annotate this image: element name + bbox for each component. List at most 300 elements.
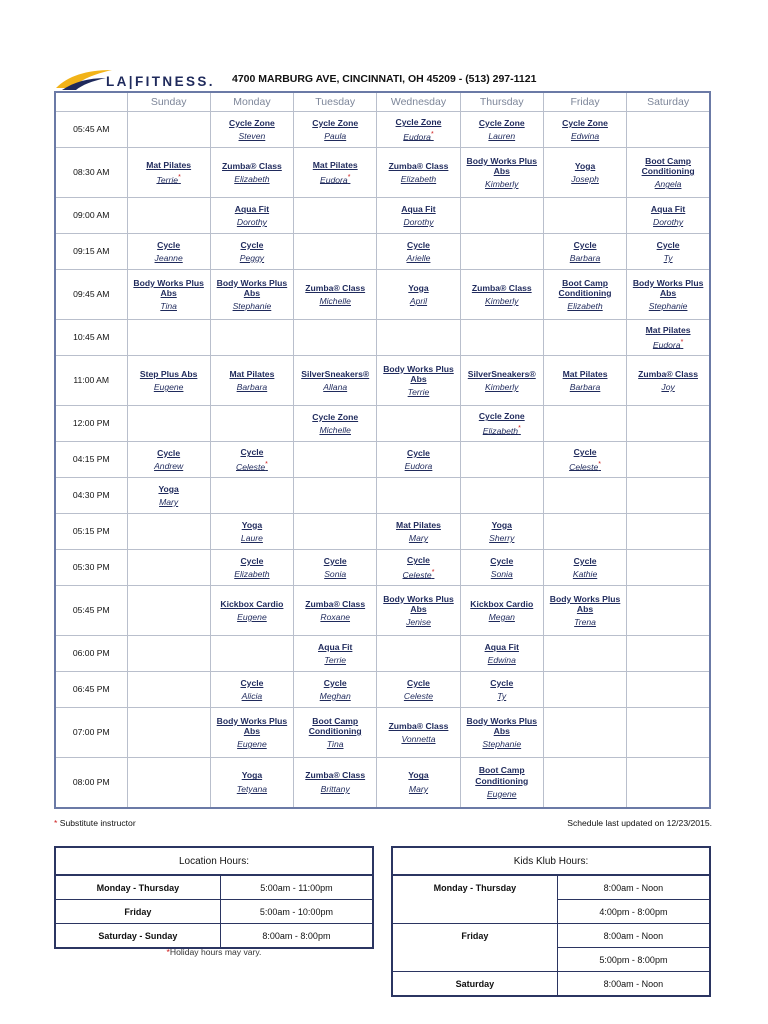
instructor-name[interactable]	[378, 734, 458, 744]
class-name[interactable]: Zumba® Class	[305, 770, 366, 781]
location-hours-row	[55, 924, 373, 949]
class-name[interactable]: Cycle	[407, 677, 430, 688]
kids-hours-times: 8:00am - Noon	[557, 924, 710, 948]
class-name[interactable]: Cycle	[323, 677, 347, 688]
class-name[interactable]: Boot Camp Conditioning	[641, 155, 695, 176]
instructor-name[interactable]	[462, 179, 542, 189]
schedule-row	[55, 672, 710, 708]
schedule-cell	[294, 148, 377, 198]
class-name[interactable]: Yoga	[241, 519, 263, 530]
instructor-name[interactable]	[129, 497, 209, 507]
time-slot: 08:00 PM	[55, 758, 127, 808]
class-name[interactable]: Aqua Fit	[234, 203, 270, 214]
instructor-label: Dorothy	[403, 217, 434, 227]
instructor-name[interactable]	[462, 691, 542, 701]
class-name[interactable]: Zumba® Class	[305, 598, 366, 609]
time-slot: 04:30 PM	[55, 478, 127, 514]
instructor-label: Brittany	[320, 783, 350, 794]
time-slot: 08:30 AM	[55, 148, 127, 198]
kids-hours-row	[392, 948, 710, 972]
schedule-cell	[627, 270, 710, 320]
instructor-name[interactable]	[378, 533, 458, 543]
schedule-cell	[460, 320, 543, 356]
schedule-cell	[543, 198, 626, 234]
instructor-name[interactable]	[295, 691, 375, 701]
class-name[interactable]: Kickbox Cardio	[470, 598, 534, 609]
time-slot: 04:15 PM	[55, 442, 127, 478]
instructor-name[interactable]	[545, 131, 625, 141]
class-name[interactable]: Cycle	[407, 447, 430, 458]
schedule-row	[55, 320, 710, 356]
instructor-name[interactable]	[628, 179, 708, 189]
instructor-label: Terrie	[324, 655, 347, 665]
schedule-cell	[294, 708, 377, 758]
schedule-cell	[627, 758, 710, 808]
class-name[interactable]: Zumba® Class	[388, 720, 449, 731]
schedule-cell	[127, 234, 210, 270]
schedule-cell	[210, 234, 293, 270]
class-name[interactable]: Yoga	[408, 282, 429, 293]
class-name[interactable]: Cycle	[490, 677, 514, 688]
instructor-label: Angela	[654, 179, 682, 190]
time-slot: 11:00 AM	[55, 356, 127, 406]
class-name[interactable]: Body Works Plus Abs	[632, 277, 704, 298]
class-name[interactable]: Cycle	[407, 555, 430, 566]
instructor-name[interactable]	[378, 131, 458, 142]
class-name[interactable]: Cycle Zone	[562, 117, 608, 128]
schedule-cell	[210, 112, 293, 148]
instructor-name[interactable]	[545, 301, 625, 311]
time-slot: 06:00 PM	[55, 636, 127, 672]
schedule-cell	[543, 636, 626, 672]
location-hours-days: Saturday - Sunday	[55, 924, 220, 949]
instructor-name[interactable]	[129, 461, 209, 471]
instructor-name[interactable]	[545, 382, 625, 392]
instructor-name[interactable]	[628, 253, 708, 263]
instructor-label: Megan	[488, 612, 515, 622]
class-name[interactable]: Aqua Fit	[401, 203, 436, 214]
instructor-label: Edwina	[487, 655, 516, 665]
schedule-cell	[210, 672, 293, 708]
time-slot: 05:45 AM	[55, 112, 127, 148]
instructor-label: Elizabeth	[400, 174, 437, 184]
schedule-cell	[460, 586, 543, 636]
class-name[interactable]: SilverSneakers®	[467, 368, 536, 379]
substitute-marker: *	[430, 130, 434, 138]
schedule-cell	[127, 198, 210, 234]
time-slot: 12:00 PM	[55, 406, 127, 442]
instructor-label: Barbara	[569, 382, 601, 392]
class-name[interactable]: Mat Pilates	[562, 368, 608, 379]
instructor-label: Celeste	[402, 569, 432, 580]
schedule-cell	[127, 636, 210, 672]
kids-hours-row	[392, 924, 710, 948]
instructor-name[interactable]	[462, 569, 542, 579]
substitute-marker: *	[598, 460, 601, 468]
location-hours-times: 8:00am - 8:00pm	[220, 924, 373, 949]
schedule-cell	[294, 356, 377, 406]
schedule-cell	[127, 672, 210, 708]
instructor-name[interactable]	[545, 617, 625, 627]
schedule-cell	[127, 112, 210, 148]
time-slot: 05:30 PM	[55, 550, 127, 586]
class-name[interactable]: Body Works Plus Abs	[383, 593, 454, 614]
schedule-cell	[210, 442, 293, 478]
instructor-name[interactable]	[378, 174, 458, 184]
instructor-name[interactable]	[295, 739, 375, 749]
schedule-cell	[127, 356, 210, 406]
schedule-cell	[460, 672, 543, 708]
schedule-cell	[377, 356, 460, 406]
instructor-name[interactable]	[462, 789, 542, 799]
class-name[interactable]: Cycle	[157, 447, 181, 458]
substitute-marker: *	[518, 424, 521, 432]
class-name[interactable]: Cycle	[240, 239, 264, 250]
instructor-name[interactable]	[378, 784, 458, 794]
instructor-label: Stephanie	[482, 739, 522, 750]
instructor-label: Terrie	[156, 174, 179, 185]
instructor-name[interactable]	[462, 533, 542, 543]
schedule-cell	[210, 478, 293, 514]
class-name[interactable]: Mat Pilates	[229, 368, 275, 379]
instructor-name[interactable]	[545, 461, 625, 472]
instructor-label: Eugene	[486, 788, 517, 799]
substitute-marker: *	[347, 173, 351, 181]
schedule-cell	[294, 198, 377, 234]
schedule-cell	[460, 442, 543, 478]
schedule-cell	[627, 320, 710, 356]
location-hours-row	[55, 900, 373, 924]
schedule-cell	[543, 320, 626, 356]
class-name[interactable]: Aqua Fit	[650, 203, 686, 214]
schedule-cell	[377, 514, 460, 550]
schedule-cell	[210, 708, 293, 758]
instructor-label: Mary	[159, 497, 179, 507]
schedule-cell	[627, 356, 710, 406]
instructor-name[interactable]	[462, 131, 542, 141]
instructor-label: Sherry	[489, 533, 515, 543]
class-name[interactable]: Yoga	[241, 770, 263, 781]
class-name[interactable]: Mat Pilates	[146, 160, 192, 171]
class-name[interactable]: Zumba® Class	[305, 282, 366, 293]
schedule-cell	[543, 550, 626, 586]
instructor-name[interactable]	[462, 655, 542, 665]
class-name[interactable]: Zumba® Class	[471, 282, 532, 293]
class-name[interactable]: Zumba® Class	[388, 160, 449, 171]
schedule-cell	[627, 514, 710, 550]
schedule-cell	[377, 550, 460, 586]
schedule-cell	[127, 406, 210, 442]
class-name[interactable]: Step Plus Abs	[139, 368, 198, 379]
instructor-label: Terrie	[407, 387, 430, 398]
instructor-label: Edwina	[570, 131, 600, 141]
day-header-tuesday: Tuesday	[294, 92, 377, 112]
schedule-row	[55, 478, 710, 514]
class-name[interactable]: Yoga	[574, 160, 596, 171]
kids-hours-times: 8:00am - Noon	[557, 875, 710, 900]
instructor-name[interactable]	[212, 301, 292, 311]
schedule-row	[55, 148, 710, 198]
instructor-name[interactable]	[545, 174, 625, 184]
kids-hours-days	[392, 948, 557, 972]
instructor-name[interactable]	[462, 739, 542, 749]
instructor-name[interactable]	[462, 382, 542, 392]
class-name[interactable]: Cycle Zone	[395, 117, 442, 128]
instructor-name[interactable]	[212, 461, 292, 472]
schedule-row	[55, 708, 710, 758]
class-name[interactable]: Cycle	[573, 555, 597, 566]
class-name[interactable]: Boot Camp Conditioning	[308, 715, 362, 736]
schedule-cell	[210, 406, 293, 442]
kids-hours-days	[392, 900, 557, 924]
instructor-name[interactable]	[378, 569, 458, 580]
schedule-cell	[127, 586, 210, 636]
class-name[interactable]: Yoga	[491, 519, 512, 530]
instructor-name[interactable]	[545, 569, 625, 579]
instructor-label: Arielle	[406, 253, 431, 263]
schedule-cell	[210, 550, 293, 586]
instructor-name[interactable]	[212, 691, 292, 701]
schedule-cell	[377, 234, 460, 270]
schedule-cell	[543, 270, 626, 320]
schedule-cell	[127, 442, 210, 478]
class-name[interactable]: Cycle Zone	[312, 117, 359, 128]
class-name[interactable]: Body Works Plus Abs	[383, 363, 454, 384]
class-name[interactable]: Cycle	[240, 447, 264, 458]
class-name[interactable]: Aqua Fit	[318, 641, 353, 652]
instructor-name[interactable]	[212, 784, 292, 794]
instructor-name[interactable]	[212, 569, 292, 579]
class-name[interactable]: Cycle	[573, 447, 597, 458]
instructor-label: Kathie	[572, 569, 598, 579]
schedule-cell	[377, 636, 460, 672]
schedule-cell	[627, 198, 710, 234]
class-name[interactable]: Cycle Zone	[478, 117, 525, 128]
instructor-name[interactable]	[212, 533, 292, 543]
class-name[interactable]: Cycle	[407, 239, 430, 250]
instructor-name[interactable]	[129, 382, 209, 392]
schedule-cell	[627, 708, 710, 758]
class-name[interactable]: Cycle	[240, 677, 264, 688]
kids-hours-row	[392, 875, 710, 900]
schedule-cell	[627, 112, 710, 148]
schedule-cell	[460, 708, 543, 758]
schedule-cell	[294, 320, 377, 356]
instructor-label: Jeanne	[154, 253, 183, 263]
instructor-name[interactable]	[378, 691, 458, 701]
instructor-name[interactable]	[212, 174, 292, 184]
schedule-row	[55, 442, 710, 478]
instructor-label: Joy	[661, 382, 675, 392]
location-hours-days: Monday - Thursday	[55, 875, 220, 900]
instructor-name[interactable]	[295, 655, 375, 665]
instructor-name[interactable]	[462, 425, 542, 436]
schedule-cell	[294, 478, 377, 514]
location-hours-table	[54, 846, 374, 949]
instructor-name[interactable]	[129, 301, 209, 311]
kids-hours-times: 4:00pm - 8:00pm	[557, 900, 710, 924]
schedule-cell	[543, 478, 626, 514]
schedule-row	[55, 406, 710, 442]
schedule-cell	[460, 356, 543, 406]
schedule-cell	[377, 270, 460, 320]
kids-klub-title: Kids Klub Hours:	[392, 847, 710, 875]
instructor-label: Elizabeth	[567, 301, 603, 312]
class-name[interactable]: Cycle	[490, 555, 514, 566]
instructor-name[interactable]	[462, 296, 542, 306]
instructor-label: Steven	[238, 131, 266, 141]
instructor-name[interactable]	[295, 569, 375, 579]
schedule-cell	[627, 586, 710, 636]
schedule-cell	[377, 478, 460, 514]
la-fitness-logo	[54, 66, 224, 92]
instructor-name[interactable]	[295, 174, 375, 185]
instructor-name[interactable]	[545, 253, 625, 263]
instructor-name[interactable]	[129, 174, 209, 185]
instructor-name[interactable]	[378, 617, 458, 627]
instructor-name[interactable]	[295, 784, 375, 794]
schedule-cell	[294, 758, 377, 808]
schedule-cell	[210, 636, 293, 672]
instructor-name[interactable]	[212, 612, 292, 622]
instructor-name[interactable]	[295, 382, 375, 392]
class-name[interactable]: Yoga	[408, 770, 429, 781]
instructor-label: Eudora	[404, 461, 433, 471]
schedule-cell	[460, 112, 543, 148]
instructor-label: Allana	[323, 382, 348, 392]
instructor-label: Stephanie	[232, 301, 272, 312]
schedule-cell	[127, 270, 210, 320]
schedule-row	[55, 112, 710, 148]
schedule-cell	[377, 442, 460, 478]
class-schedule-table	[54, 91, 711, 809]
instructor-label: Kimberly	[485, 179, 519, 190]
instructor-label: Laure	[240, 533, 263, 543]
instructor-name[interactable]	[462, 612, 542, 622]
schedule-row	[55, 198, 710, 234]
instructor-label: Sonia	[490, 569, 513, 579]
instructor-name[interactable]	[212, 131, 292, 141]
class-name[interactable]: Mat Pilates	[645, 325, 691, 336]
class-name[interactable]: Boot Camp Conditioning	[558, 277, 612, 298]
schedule-cell	[460, 514, 543, 550]
instructor-name[interactable]	[628, 382, 708, 392]
instructor-name[interactable]	[129, 253, 209, 263]
class-name[interactable]: Cycle Zone	[478, 411, 525, 422]
class-name[interactable]: Cycle	[656, 239, 680, 250]
instructor-name[interactable]	[212, 217, 292, 227]
class-name[interactable]: Yoga	[158, 483, 179, 494]
class-name[interactable]: Body Works Plus Abs	[466, 715, 538, 736]
class-name[interactable]: Body Works Plus Abs	[549, 593, 621, 614]
class-name[interactable]: Cycle Zone	[312, 411, 359, 422]
instructor-name[interactable]	[295, 425, 375, 435]
schedule-cell	[210, 320, 293, 356]
class-name[interactable]: Zumba® Class	[638, 368, 698, 379]
instructor-name[interactable]	[378, 253, 458, 263]
corner-cell	[55, 92, 127, 112]
schedule-cell	[377, 406, 460, 442]
schedule-cell	[543, 708, 626, 758]
schedule-cell	[460, 636, 543, 672]
class-name[interactable]: Aqua Fit	[484, 641, 519, 652]
instructor-name[interactable]	[628, 217, 708, 227]
instructor-name[interactable]	[295, 131, 375, 141]
class-name[interactable]: Kickbox Cardio	[220, 598, 284, 609]
schedule-cell	[127, 550, 210, 586]
instructor-label: Meghan	[319, 691, 351, 701]
class-name[interactable]: Body Works Plus Abs	[133, 277, 204, 298]
instructor-name[interactable]	[378, 387, 458, 397]
instructor-name[interactable]	[212, 253, 292, 263]
class-name[interactable]: Body Works Plus Abs	[466, 155, 538, 176]
instructor-label: Eudora	[319, 174, 348, 185]
schedule-cell	[294, 672, 377, 708]
instructor-label: Sonia	[324, 569, 347, 579]
instructor-name[interactable]	[378, 461, 458, 471]
time-slot: 05:45 PM	[55, 586, 127, 636]
page-header	[54, 66, 714, 94]
schedule-cell	[210, 586, 293, 636]
class-name[interactable]: Cycle Zone	[228, 117, 275, 128]
schedule-cell	[210, 198, 293, 234]
schedule-cell	[294, 442, 377, 478]
schedule-row	[55, 356, 710, 406]
instructor-label: Elizabeth	[234, 174, 270, 184]
schedule-cell	[460, 198, 543, 234]
instructor-label: Eugene	[237, 739, 267, 750]
instructor-name[interactable]	[378, 296, 458, 306]
time-slot: 10:45 AM	[55, 320, 127, 356]
substitute-marker: *	[431, 568, 435, 576]
schedule-row	[55, 550, 710, 586]
instructor-name[interactable]	[295, 296, 375, 306]
class-name[interactable]: Cycle	[157, 239, 181, 250]
schedule-row	[55, 270, 710, 320]
schedule-row	[55, 514, 710, 550]
instructor-name[interactable]	[212, 739, 292, 749]
class-name[interactable]: Mat Pilates	[396, 519, 441, 530]
location-hours-title: Location Hours:	[55, 847, 373, 875]
class-name[interactable]: Cycle	[323, 555, 347, 566]
instructor-label: Peggy	[239, 253, 265, 263]
instructor-name[interactable]	[295, 612, 375, 622]
instructor-name[interactable]	[628, 339, 708, 350]
instructor-name[interactable]	[212, 382, 292, 392]
kids-klub-hours-table	[391, 846, 711, 997]
instructor-name[interactable]	[378, 217, 458, 227]
instructor-label: Trena	[574, 617, 596, 628]
class-name[interactable]: Cycle	[240, 555, 264, 566]
schedule-cell	[127, 758, 210, 808]
class-name[interactable]: Zumba® Class	[222, 160, 282, 171]
class-name[interactable]: SilverSneakers®	[301, 368, 370, 379]
class-name[interactable]: Cycle	[573, 239, 597, 250]
class-name[interactable]: Body Works Plus Abs	[216, 277, 288, 298]
instructor-name[interactable]	[628, 301, 708, 311]
schedule-cell	[627, 406, 710, 442]
class-name[interactable]: Body Works Plus Abs	[216, 715, 288, 736]
class-name[interactable]: Mat Pilates	[312, 160, 358, 171]
instructor-label: Barbara	[236, 382, 268, 392]
schedule-cell	[294, 112, 377, 148]
class-name[interactable]: Boot Camp Conditioning	[475, 765, 529, 786]
instructor-label: Tina	[160, 301, 177, 312]
schedule-cell	[460, 234, 543, 270]
schedule-row	[55, 636, 710, 672]
brand-name: LA|FITNESS.	[106, 74, 215, 89]
instructor-label: Stephanie	[648, 301, 688, 312]
